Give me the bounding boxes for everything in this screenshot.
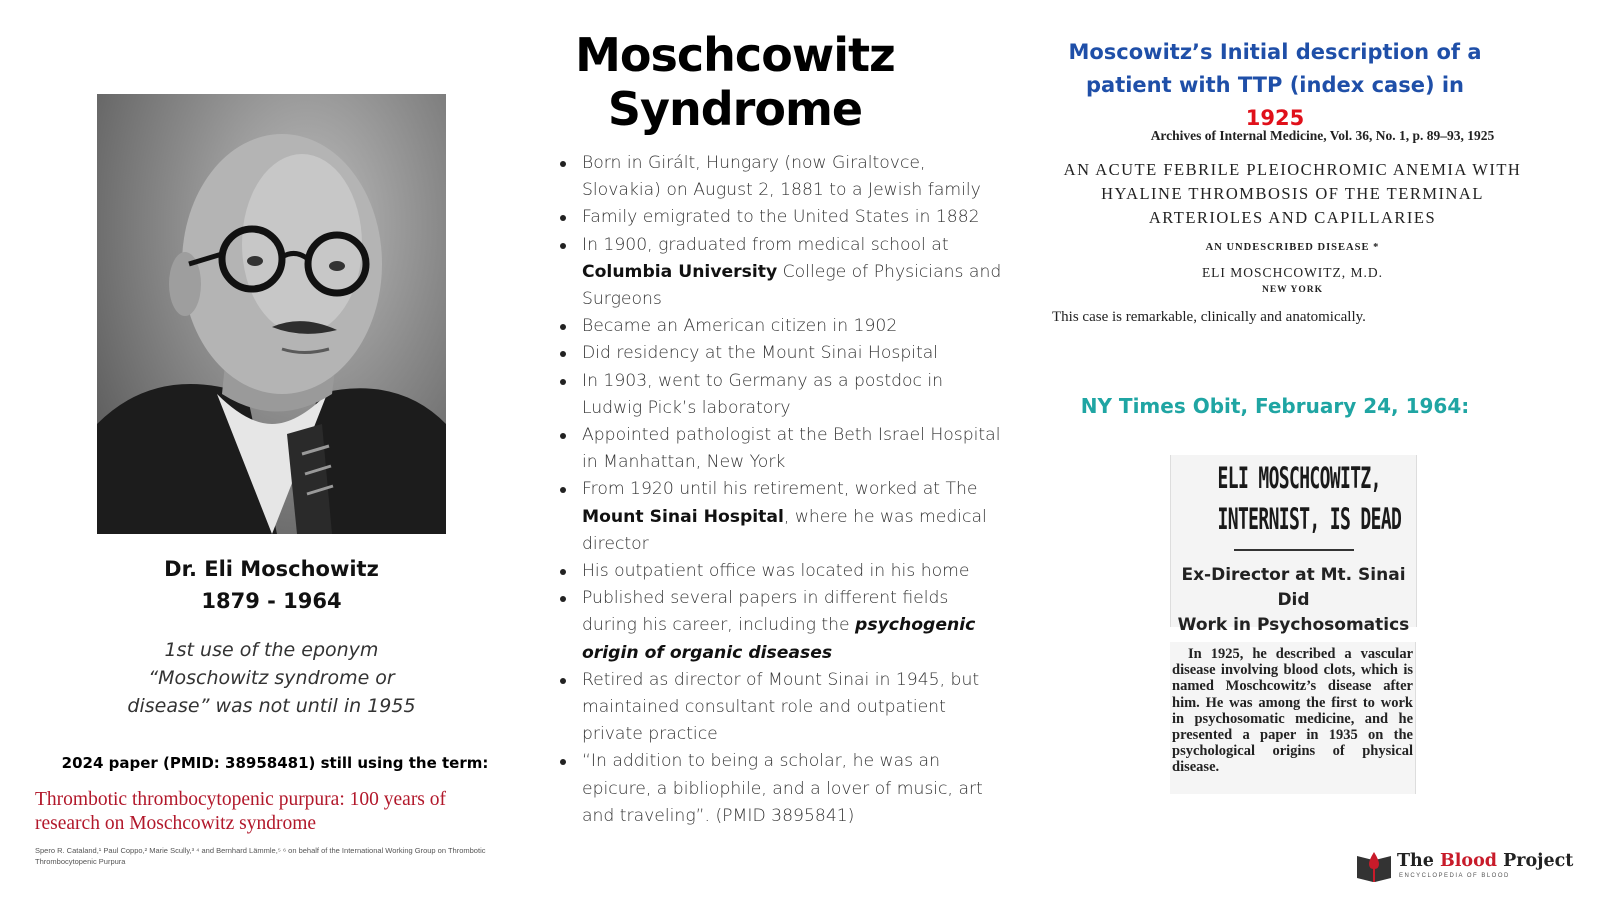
portrait-caption bbox=[97, 553, 446, 617]
bio-item: In 1900, graduated from medical school at Columbia University College of Physicians and Surgeons bbox=[556, 232, 1006, 314]
bio-item: In 1903, went to Germany as a postdoc in Ludwig Pick’s laboratory bbox=[556, 368, 1006, 422]
divider bbox=[1234, 549, 1354, 551]
article-author: ELI MOSCHCOWITZ, M.D. bbox=[1201, 265, 1384, 280]
emphasis-text: psychogenic origin of organic diseases bbox=[582, 615, 976, 663]
eponym-note bbox=[97, 636, 446, 720]
article-excerpt bbox=[1040, 128, 1545, 326]
obit-headline: ELI MOSCHCOWITZ, bbox=[1217, 461, 1381, 495]
eponym-line: disease” was not until in 1955 bbox=[127, 695, 416, 717]
obit-body: In 1925, he described a vascular disease involving blood clots, which is named Moschcowitz’s disease after him. He was among the first to work in psychosomatic medicine, and he presented a paper in 1935 on the psychological origins of physical disease. bbox=[1172, 646, 1413, 776]
bio-item: Published several papers in different fields during his career, including the psychogenic origin of organic diseases bbox=[556, 585, 1006, 667]
paper-title-line: research on Moschcowitz syndrome bbox=[35, 813, 317, 834]
obit-subhead: Ex-Director at Mt. Sinai Did bbox=[1181, 565, 1406, 610]
portrait-figure bbox=[97, 94, 446, 534]
article-subtitle: AN UNDESCRIBED DISEASE * bbox=[1205, 242, 1380, 253]
portrait-photo bbox=[97, 94, 446, 534]
obituary-body-clipping bbox=[1170, 642, 1416, 794]
bio-item: Retired as director of Mount Sinai in 1945, but maintained consultant role and outpatient private practice bbox=[556, 667, 1006, 749]
index-case-heading bbox=[1055, 36, 1495, 135]
article-city: NEW YORK bbox=[1261, 285, 1324, 295]
bio-item: His outpatient office was located in his home bbox=[556, 558, 1006, 585]
page-title: Moschcowitz Syndrome bbox=[575, 28, 895, 136]
blood-project-logo bbox=[1355, 848, 1575, 888]
obituary-heading: NY Times Obit, February 24, 1964: bbox=[1080, 394, 1470, 418]
article-title: AN ACUTE FEBRILE PLEIOCHROMIC ANEMIA WITH HYALINE THROMBOSIS OF THE TERMINAL ARTERIOLES AND CAPILLARIES bbox=[1063, 160, 1522, 227]
article-remark: This case is remarkable, clinically and anatomically. bbox=[1052, 309, 1366, 325]
bio-item: Born in Girált, Hungary (now Giraltovce, Slovakia) on August 2, 1881 to a Jewish family bbox=[556, 150, 1006, 204]
paper-caption: 2024 paper (PMID: 38958481) still using the term: bbox=[61, 754, 489, 772]
person-name: Dr. Eli Moschowitz bbox=[164, 557, 379, 581]
bio-item: From 1920 until his retirement, worked at The Mount Sinai Hospital, where he was medical director bbox=[556, 476, 1006, 558]
hospital-name: Mount Sinai Hospital bbox=[582, 506, 784, 527]
logo-text: The Blood Project bbox=[1397, 851, 1574, 871]
eponym-line: “Moschowitz syndrome or bbox=[148, 667, 395, 689]
paper-title bbox=[35, 788, 515, 836]
heading-year: 1925 bbox=[1245, 106, 1305, 130]
bio-item: “In addition to being a scholar, he was an epicure, a bibliophile, and a lover of music, art and traveling”. (PMID 3895841) bbox=[556, 748, 1006, 830]
bio-item: Family emigrated to the United States in 1882 bbox=[556, 204, 1006, 231]
bio-item: Did residency at the Mount Sinai Hospital bbox=[556, 340, 1006, 367]
person-years: 1879 - 1964 bbox=[201, 589, 342, 613]
paper-authors-line: Thrombocytopenic Purpura bbox=[35, 857, 126, 866]
bio-item: Appointed pathologist at the Beth Israel Hospital in Manhattan, New York bbox=[556, 422, 1006, 476]
bio-item: Became an American citizen in 1902 bbox=[556, 313, 1006, 340]
biography-list bbox=[556, 150, 1006, 830]
heading-line: Moscowitz’s Initial description of a bbox=[1068, 40, 1482, 64]
heading-line: patient with TTP (index case) in 1925 bbox=[1085, 73, 1464, 130]
eponym-line: 1st use of the eponym bbox=[164, 639, 379, 661]
obit-headline: INTERNIST, IS DEAD bbox=[1217, 502, 1402, 536]
logo-tagline: ENCYCLOPEDIA OF BLOOD bbox=[1399, 873, 1510, 879]
paper-authors bbox=[35, 845, 525, 867]
obituary-headline-clipping bbox=[1170, 455, 1417, 635]
paper-title-line: Thrombotic thrombocytopenic purpura: 100 years of bbox=[35, 789, 447, 810]
obit-subhead: Work in Psychosomatics bbox=[1177, 615, 1410, 635]
paper-authors-line: Spero R. Cataland,¹ Paul Coppo,² Marie Scully,³ ⁴ and Bernhard Lämmle,⁵ ⁶ on behalf of the International Working Group on Thrombotic bbox=[35, 846, 486, 855]
book-drop-icon bbox=[1355, 850, 1393, 884]
university-name: Columbia University bbox=[582, 261, 778, 282]
journal-citation: Archives of Internal Medicine, Vol. 36, No. 1, p. 89–93, 1925 bbox=[1150, 128, 1495, 143]
